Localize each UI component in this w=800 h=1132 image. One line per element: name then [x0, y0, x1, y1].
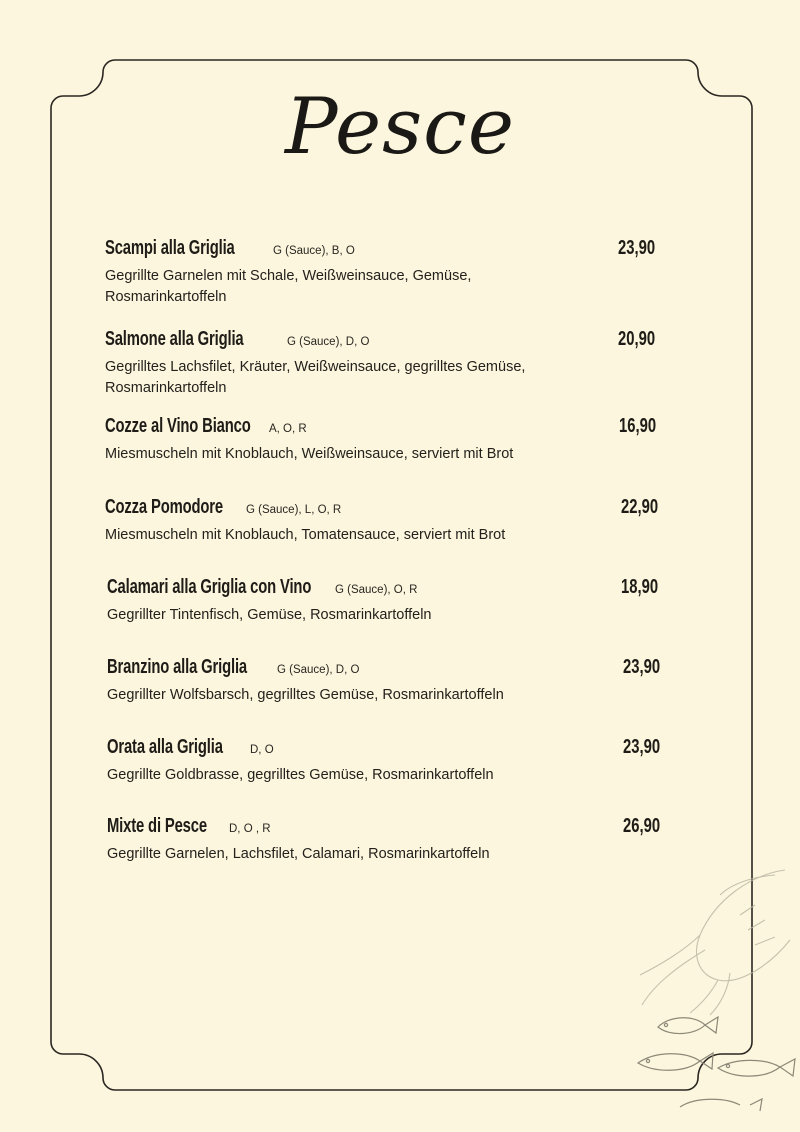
allergen-codes: G (Sauce), O, R	[335, 584, 418, 596]
dish-name: Salmone alla Griglia	[105, 328, 244, 350]
dish-name: Cozze al Vino Bianco	[105, 415, 251, 437]
menu-item-calamari	[107, 576, 667, 626]
dish-price: 26,90	[622, 815, 660, 837]
allergen-codes: A, O, R	[269, 423, 307, 435]
dish-price: 23,90	[622, 736, 660, 758]
allergen-codes: G (Sauce), D, O	[277, 664, 360, 676]
dish-price: 20,90	[617, 328, 655, 350]
menu-item-scampi	[105, 237, 665, 308]
dish-name: Calamari alla Griglia con Vino	[107, 576, 312, 598]
dish-name: Branzino alla Griglia	[107, 656, 247, 678]
menu-item-mixte	[107, 815, 667, 865]
allergen-codes: G (Sauce), B, O	[273, 245, 355, 257]
dish-name: Scampi alla Griglia	[105, 237, 235, 259]
dish-price: 23,90	[617, 237, 655, 259]
dish-price: 22,90	[620, 496, 658, 518]
dish-price: 23,90	[622, 656, 660, 678]
menu-item-cozza-pomodore	[105, 496, 665, 546]
dish-price: 18,90	[620, 576, 658, 598]
dish-price: 16,90	[618, 415, 656, 437]
menu-item-branzino	[107, 656, 667, 706]
allergen-codes: D, O , R	[229, 823, 271, 835]
dish-description: Miesmuscheln mit Knoblauch, Weißweinsauce, serviert mit Brot	[105, 446, 514, 462]
dish-name: Mixte di Pesce	[107, 815, 207, 837]
dish-name: Cozza Pomodore	[105, 496, 223, 518]
menu-item-salmone	[105, 328, 665, 399]
allergen-codes: G (Sauce), D, O	[287, 336, 370, 348]
dish-description: Gegrilltes Lachsfilet, Kräuter, Weißweinsauce, gegrilltes Gemüse, Rosmarinkartoffeln	[105, 359, 526, 396]
page-title: Pesce	[284, 82, 515, 172]
dish-description: Miesmuscheln mit Knoblauch, Tomatensauce, serviert mit Brot	[105, 527, 506, 543]
dish-description: Gegrillter Wolfsbarsch, gegrilltes Gemüse, Rosmarinkartoffeln	[107, 687, 504, 703]
allergen-codes: D, O	[250, 744, 274, 756]
dish-description: Gegrillte Garnelen mit Schale, Weißweinsauce, Gemüse, Rosmarinkartoffeln	[105, 268, 472, 305]
dish-name: Orata alla Griglia	[107, 736, 223, 758]
dish-description: Gegrillter Tintenfisch, Gemüse, Rosmarinkartoffeln	[107, 607, 432, 623]
shrimp-and-fish-icon	[600, 855, 800, 1132]
dish-description: Gegrillte Goldbrasse, gegrilltes Gemüse, Rosmarinkartoffeln	[107, 767, 494, 783]
dish-description: Gegrillte Garnelen, Lachsfilet, Calamari, Rosmarinkartoffeln	[107, 846, 490, 862]
menu-item-cozze-vino	[105, 415, 665, 465]
menu-item-orata	[107, 736, 667, 786]
allergen-codes: G (Sauce), L, O, R	[246, 504, 342, 516]
